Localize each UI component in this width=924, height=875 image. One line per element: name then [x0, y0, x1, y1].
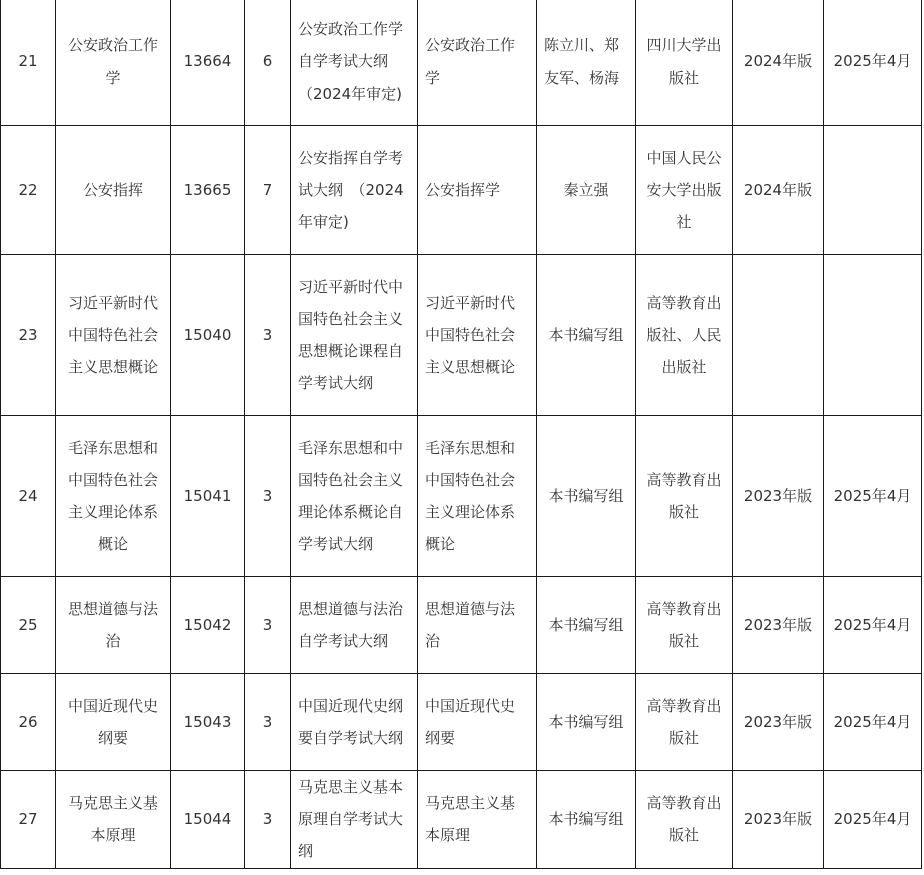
edition: 2023年版 — [733, 771, 824, 869]
textbook-title: 思想道德与法治 — [418, 577, 537, 674]
credits: 6 — [245, 0, 291, 126]
publisher: 高等教育出版社 — [636, 771, 733, 869]
table-row — [1, 0, 922, 126]
course-code: 15042 — [171, 577, 245, 674]
author: 本书编写组 — [537, 255, 636, 416]
credits: 3 — [245, 255, 291, 416]
row-number: 25 — [1, 577, 56, 674]
course-name: 思想道德与法治 — [56, 577, 171, 674]
course-code: 15040 — [171, 255, 245, 416]
credits: 3 — [245, 577, 291, 674]
textbook-title: 马克思主义基本原理 — [418, 771, 537, 869]
author: 秦立强 — [537, 126, 636, 255]
credits: 3 — [245, 771, 291, 869]
author: 本书编写组 — [537, 577, 636, 674]
table-row — [1, 416, 922, 577]
credits: 7 — [245, 126, 291, 255]
exam-outline: 习近平新时代中国特色社会主义思想概论课程自学考试大纲 — [291, 255, 418, 416]
exam-start: 2025年4月 — [824, 0, 922, 126]
exam-start: 2025年4月 — [824, 674, 922, 771]
course-code: 15044 — [171, 771, 245, 869]
table-row — [1, 771, 922, 869]
course-name: 毛泽东思想和中国特色社会主义理论体系概论 — [56, 416, 171, 577]
row-number: 27 — [1, 771, 56, 869]
publisher: 四川大学出版社 — [636, 0, 733, 126]
edition: 2023年版 — [733, 674, 824, 771]
exam-start — [824, 126, 922, 255]
course-name: 习近平新时代中国特色社会主义思想概论 — [56, 255, 171, 416]
credits: 3 — [245, 674, 291, 771]
exam-outline: 中国近现代史纲要自学考试大纲 — [291, 674, 418, 771]
textbook-title: 毛泽东思想和中国特色社会主义理论体系概论 — [418, 416, 537, 577]
table-row — [1, 255, 922, 416]
textbook-title: 公安指挥学 — [418, 126, 537, 255]
course-name: 公安政治工作学 — [56, 0, 171, 126]
course-code: 15041 — [171, 416, 245, 577]
textbook-title: 公安政治工作学 — [418, 0, 537, 126]
edition: 2023年版 — [733, 416, 824, 577]
row-number: 23 — [1, 255, 56, 416]
exam-start: 2025年4月 — [824, 416, 922, 577]
exam-outline: 思想道德与法治自学考试大纲 — [291, 577, 418, 674]
course-name: 马克思主义基本原理 — [56, 771, 171, 869]
course-name: 中国近现代史纲要 — [56, 674, 171, 771]
course-code: 13665 — [171, 126, 245, 255]
exam-start — [824, 255, 922, 416]
course-code: 13664 — [171, 0, 245, 126]
exam-outline: 马克思主义基本原理自学考试大纲 — [291, 771, 418, 869]
exam-outline: 公安指挥自学考试大纲 （2024年审定) — [291, 126, 418, 255]
row-number: 22 — [1, 126, 56, 255]
publisher: 高等教育出版社 — [636, 674, 733, 771]
author: 陈立川、郑友军、杨海 — [537, 0, 636, 126]
credits: 3 — [245, 416, 291, 577]
publisher: 中国人民公安大学出版社 — [636, 126, 733, 255]
publisher: 高等教育出版社 — [636, 416, 733, 577]
table-row — [1, 577, 922, 674]
author: 本书编写组 — [537, 771, 636, 869]
publisher: 高等教育出版社、人民出版社 — [636, 255, 733, 416]
textbook-title: 中国近现代史纲要 — [418, 674, 537, 771]
exam-start: 2025年4月 — [824, 577, 922, 674]
table-row — [1, 674, 922, 771]
row-number: 24 — [1, 416, 56, 577]
publisher: 高等教育出版社 — [636, 577, 733, 674]
row-number: 26 — [1, 674, 56, 771]
exam-outline: 公安政治工作学自学考试大纲（2024年审定) — [291, 0, 418, 126]
exam-start: 2025年4月 — [824, 771, 922, 869]
row-number: 21 — [1, 0, 56, 126]
edition: 2023年版 — [733, 577, 824, 674]
table-row — [1, 126, 922, 255]
course-name: 公安指挥 — [56, 126, 171, 255]
edition: 2024年版 — [733, 0, 824, 126]
exam-outline: 毛泽东思想和中国特色社会主义理论体系概论自学考试大纲 — [291, 416, 418, 577]
edition: 2024年版 — [733, 126, 824, 255]
edition — [733, 255, 824, 416]
textbook-title: 习近平新时代中国特色社会主义思想概论 — [418, 255, 537, 416]
course-code: 15043 — [171, 674, 245, 771]
author: 本书编写组 — [537, 416, 636, 577]
author: 本书编写组 — [537, 674, 636, 771]
